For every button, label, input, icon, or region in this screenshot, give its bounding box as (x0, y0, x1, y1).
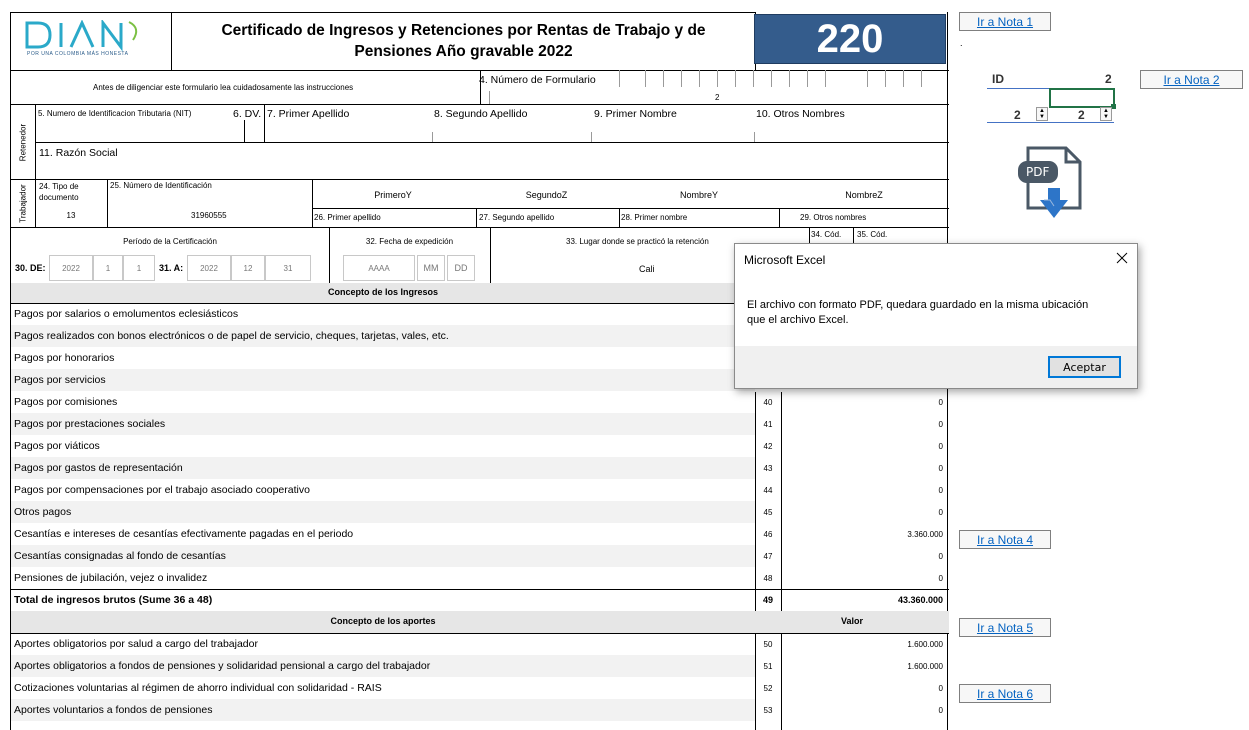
aportes-row-label: Aportes voluntarios a fondos de pensiones (14, 704, 213, 716)
num-id-label: 25. Número de Identificación (110, 181, 212, 190)
ingresos-row-label: Pagos por compensaciones por el trabajo asociado cooperativo (14, 484, 310, 496)
instructions-text: Antes de diligenciar este formulario lea cuidadosamente las instrucciones (93, 83, 354, 92)
primer-nombre-value: NombreY (679, 190, 718, 200)
aportes-row-value[interactable]: 1.600.000 (907, 661, 943, 671)
ingresos-row-number: 47 (763, 551, 773, 561)
cod-mun-label: 35. Cód. (857, 230, 888, 239)
aportes-row-number: 53 (763, 705, 773, 715)
ingresos-row-number: 48 (763, 573, 773, 583)
ingresos-row-label: Pagos por prestaciones sociales (14, 418, 166, 430)
cod-dep-label: 34. Cód. (811, 230, 842, 239)
ingresos-row-label: Cesantías e intereses de cesantías efectivamente pagadas en el periodo (14, 528, 354, 540)
periodo-a-label: 31. A: (159, 263, 184, 273)
num-id-value: 31960555 (191, 211, 227, 220)
form-number-label: 4. Número de Formulario (479, 74, 596, 86)
aportes-row-number: 52 (763, 683, 773, 693)
aportes-row-value[interactable]: 0 (938, 705, 943, 715)
ingresos-row (11, 391, 755, 413)
selected-cell[interactable] (1049, 88, 1115, 108)
aportes-row-label: Aportes obligatorios por salud a cargo del trabajador (14, 638, 258, 650)
id-label: ID (992, 72, 1004, 86)
form-number-value: 2 (715, 93, 720, 102)
ingresos-row (11, 501, 755, 523)
segundo-apellido-value: SegundoZ (525, 190, 568, 200)
ingresos-row (11, 347, 755, 369)
ingresos-row (11, 369, 755, 391)
ingresos-row-label: Pagos por servicios (14, 374, 106, 386)
ingresos-row-value[interactable]: 0 (938, 507, 943, 517)
nota5-link[interactable]: Ir a Nota 5 (959, 618, 1051, 637)
primer-apellido-label: 26. Primer apellido (314, 213, 381, 222)
ingresos-row-label: Pagos realizados con bonos electrónicos o de papel de servicio, cheques, tarjetas, vales, etc. (14, 330, 449, 342)
nota4-link[interactable]: Ir a Nota 4 (959, 530, 1051, 549)
nit-label: 5. Numero de Identificacion Tributaria (NIT) (38, 109, 192, 118)
razon-social-label: 11. Razón Social (39, 147, 118, 159)
aportes-row-value[interactable]: 1.600.000 (907, 639, 943, 649)
periodo-a-month[interactable]: 12 (231, 255, 265, 281)
spin1-value: 2 (1014, 108, 1021, 122)
ingresos-row-value[interactable]: 0 (938, 397, 943, 407)
pdf-icon-label: PDF (1026, 165, 1050, 179)
tipo-doc-value: 13 (66, 211, 76, 220)
ingresos-row-label: Pagos por comisiones (14, 396, 118, 408)
nota6-link[interactable]: Ir a Nota 6 (959, 684, 1051, 703)
form-title-line1: Certificado de Ingresos y Retenciones por Rentas de Trabajo y de (221, 22, 706, 39)
aportes-value-header: Valor (840, 616, 863, 626)
dialog-title: Microsoft Excel (744, 253, 826, 267)
ingresos-row-number: 44 (763, 485, 773, 495)
aportes-row-label: Cotizaciones voluntarias al régimen de ahorro individual con solidaridad - RAIS (14, 682, 382, 694)
fecha-year-field[interactable]: AAAA (343, 255, 415, 281)
ingresos-row-number: 45 (763, 507, 773, 517)
periodo-de-day[interactable]: 1 (123, 255, 155, 281)
lugar-value: Cali (639, 264, 655, 274)
aportes-row-value[interactable]: 0 (938, 683, 943, 693)
dialog-close-icon[interactable] (1113, 249, 1131, 267)
ingresos-row-number: 40 (763, 397, 773, 407)
aportes-header: Concepto de los aportes (330, 616, 436, 626)
aportes-row-label: Aportes obligatorios a fondos de pensiones y solidaridad pensional a cargo del trabajador (14, 660, 431, 672)
lugar-label: 33. Lugar donde se practicó la retención (566, 237, 709, 246)
excel-message-dialog (734, 243, 1138, 389)
pdf-icon-graphic (1014, 144, 1084, 220)
ingresos-row-number: 41 (763, 419, 773, 429)
aportes-row-number: 51 (763, 661, 773, 671)
ingresos-row-value[interactable]: 0 (938, 419, 943, 429)
fecha-expedicion-label: 32. Fecha de expedición (365, 237, 454, 246)
ingresos-row-value[interactable]: 0 (938, 573, 943, 583)
segundo-apellido-label: 27. Segundo apellido (479, 213, 555, 222)
segundo-apellido-ret-label: 8. Segundo Apellido (434, 108, 528, 120)
pdf-export-icon[interactable] (1014, 144, 1084, 220)
ingresos-row-label: Pagos por honorarios (14, 352, 115, 364)
ingresos-row-number: 46 (763, 529, 773, 539)
periodo-a-day[interactable]: 31 (265, 255, 311, 281)
total-ingresos-number: 49 (762, 595, 773, 605)
dialog-ok-button[interactable]: Aceptar (1048, 356, 1121, 378)
dot-text: . (960, 38, 963, 48)
periodo-de-label: 30. DE: (15, 263, 46, 273)
dialog-message-line1: El archivo con formato PDF, quedara guardado en la misma ubicación (747, 299, 1089, 311)
nota1-link[interactable]: Ir a Nota 1 (959, 12, 1051, 31)
ingresos-row-number: 43 (763, 463, 773, 473)
aportes-row-number: 50 (763, 639, 773, 649)
spin2-control[interactable]: ▲ ▼ (1100, 107, 1112, 121)
otros-nombres-ret-label: 10. Otros Nombres (756, 108, 845, 120)
primer-nombre-ret-label: 9. Primer Nombre (594, 108, 677, 120)
periodo-a-year[interactable]: 2022 (187, 255, 231, 281)
spin2-value: 2 (1078, 108, 1085, 122)
periodo-de-year[interactable]: 2022 (49, 255, 93, 281)
retenedor-section-label: Retenedor (18, 123, 28, 162)
tipo-doc-label: 24. Tipo de documento (39, 182, 79, 202)
periodo-label: Período de la Certificación (123, 237, 217, 246)
primer-apellido-value: PrimeroY (374, 190, 412, 200)
ingresos-row-label: Cesantías consignadas al fondo de cesantías (14, 550, 226, 562)
ingresos-row-value[interactable]: 0 (938, 463, 943, 473)
dian-tagline: POR UNA COLOMBIA MÁS HONESTA (27, 51, 129, 57)
primer-apellido-ret-label: 7. Primer Apellido (267, 108, 350, 120)
fecha-month-field[interactable]: MM (417, 255, 445, 281)
ingresos-row-label: Pagos por viáticos (14, 440, 100, 452)
ingresos-row-label: Otros pagos (14, 506, 72, 518)
ingresos-header: Concepto de los Ingresos (327, 287, 439, 297)
ingresos-row-value[interactable]: 0 (938, 485, 943, 495)
primer-nombre-label: 28. Primer nombre (621, 213, 688, 222)
form-title-line2: Pensiones Año gravable 2022 (354, 43, 573, 60)
id-value: 2 (1105, 72, 1112, 86)
fecha-day-field[interactable]: DD (447, 255, 475, 281)
otros-nombres-value: NombreZ (845, 190, 883, 200)
periodo-de-month[interactable]: 1 (93, 255, 123, 281)
ingresos-row-number: 42 (763, 441, 773, 451)
dian-logo (21, 20, 166, 60)
dialog-message-line2: que el archivo Excel. (747, 314, 849, 326)
ingresos-row-value[interactable]: 0 (938, 551, 943, 561)
nota2-link[interactable]: Ir a Nota 2 (1140, 70, 1243, 89)
ingresos-row-value[interactable]: 3.360.000 (907, 529, 943, 539)
dv-label: 6. DV. (233, 108, 262, 120)
ingresos-row (11, 435, 755, 457)
total-ingresos-label: Total de ingresos brutos (Sume 36 a 48) (14, 594, 213, 606)
ingresos-row-label: Pagos por gastos de representación (14, 462, 183, 474)
form-code-badge: 220 (754, 14, 946, 64)
ingresos-row-value[interactable]: 0 (938, 441, 943, 451)
ingresos-row-label: Pensiones de jubilación, vejez o invalidez (14, 572, 208, 584)
ingresos-row-label: Pagos por salarios o emolumentos eclesiásticos (14, 308, 239, 320)
otros-nombres-label: 29. Otros nombres (800, 213, 867, 222)
trabajador-section-label: Trabajador (18, 184, 28, 223)
total-ingresos-value[interactable]: 43.360.000 (897, 595, 943, 605)
spin1-control[interactable]: ▲ ▼ (1036, 107, 1048, 121)
